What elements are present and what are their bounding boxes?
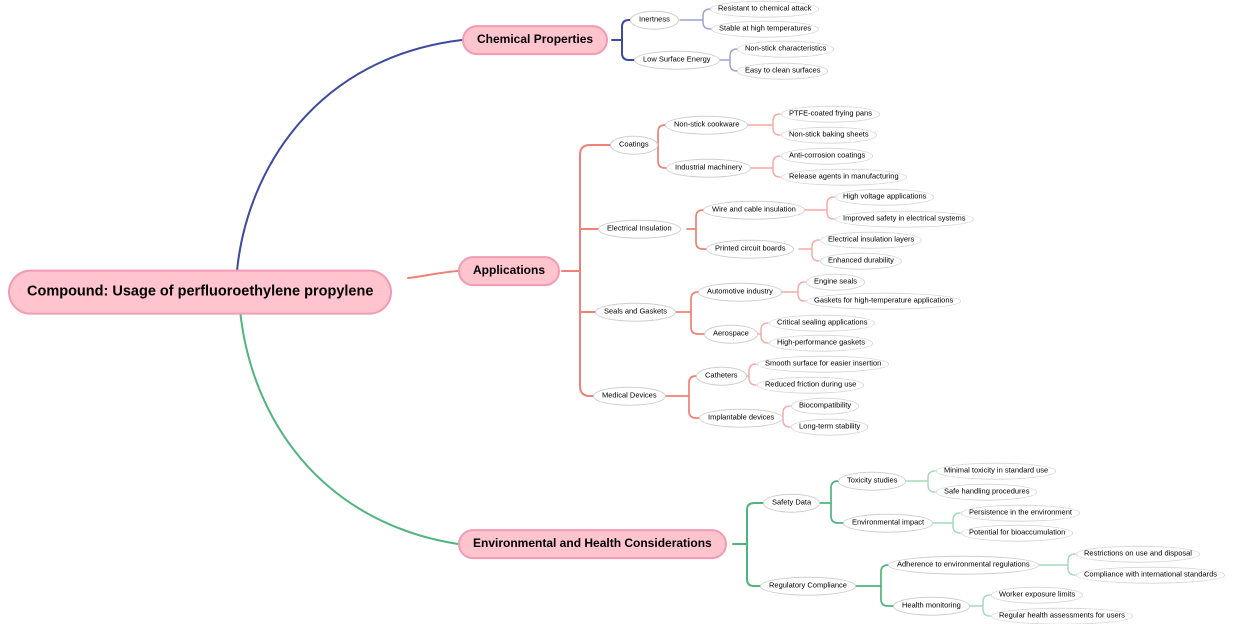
leaf-improved-safety-in-electrical-systems[interactable]: Improved safety in electrical systems: [835, 211, 974, 228]
connector: [562, 145, 610, 396]
node-wire-and-cable-insulation[interactable]: Wire and cable insulation: [703, 201, 805, 220]
connector: [743, 114, 780, 135]
node-inertness[interactable]: Inertness: [630, 11, 679, 30]
node-regulatory-compliance[interactable]: Regulatory Compliance: [760, 577, 856, 596]
connector: [733, 503, 763, 586]
leaf-ptfe-coated-frying-pans[interactable]: PTFE-coated frying pans: [781, 106, 880, 123]
node-toxicity-studies[interactable]: Toxicity studies: [838, 472, 906, 491]
node-safety-data[interactable]: Safety Data: [763, 494, 820, 513]
node-aerospace[interactable]: Aerospace: [704, 325, 758, 344]
leaf-resistant-to-chemical-attack[interactable]: Resistant to chemical attack: [710, 1, 819, 18]
root-node[interactable]: Compound: Usage of perfluoroethylene propylene: [8, 270, 392, 315]
node-printed-circuit-boards[interactable]: Printed circuit boards: [706, 240, 794, 259]
connector: [680, 9, 711, 29]
connector: [803, 197, 834, 219]
connector: [687, 210, 706, 249]
leaf-critical-sealing-applications[interactable]: Critical sealing applications: [769, 315, 875, 332]
leaf-persistence-in-the-environment[interactable]: Persistence in the environment: [961, 505, 1080, 522]
branch-applications[interactable]: Applications: [458, 256, 560, 286]
connector: [905, 471, 935, 492]
node-catheters[interactable]: Catheters: [696, 367, 747, 386]
leaf-electrical-insulation-layers[interactable]: Electrical insulation layers: [820, 232, 922, 249]
leaf-safe-handling-procedures[interactable]: Safe handling procedures: [936, 484, 1037, 501]
leaf-high-voltage-applications[interactable]: High voltage applications: [835, 189, 934, 206]
leaf-compliance-with-international-standards[interactable]: Compliance with international standards: [1076, 567, 1225, 584]
leaf-non-stick-characteristics[interactable]: Non-stick characteristics: [737, 41, 834, 58]
connector: [612, 20, 634, 60]
node-environmental-impact[interactable]: Environmental impact: [843, 514, 933, 533]
node-adherence-to-environmental-regulations[interactable]: Adherence to environmental regulations: [888, 556, 1039, 575]
connector: [660, 376, 699, 418]
leaf-easy-to-clean-surfaces[interactable]: Easy to clean surfaces: [737, 63, 828, 80]
node-automotive-industry[interactable]: Automotive industry: [698, 283, 782, 302]
leaf-non-stick-baking-sheets[interactable]: Non-stick baking sheets: [781, 127, 877, 144]
connector: [237, 40, 462, 271]
leaf-enhanced-durability[interactable]: Enhanced durability: [820, 253, 902, 270]
leaf-worker-exposure-limits[interactable]: Worker exposure limits: [991, 587, 1083, 604]
connector: [1039, 554, 1075, 575]
connector: [780, 282, 805, 301]
leaf-minimal-toxicity-in-standard-use[interactable]: Minimal toxicity in standard use: [936, 463, 1056, 480]
branch-environmental-health[interactable]: Environmental and Health Considerations: [458, 529, 727, 559]
leaf-smooth-surface-for-easier-insertion[interactable]: Smooth surface for easier insertion: [757, 356, 889, 373]
leaf-potential-for-bioaccumulation[interactable]: Potential for bioaccumulation: [961, 525, 1073, 542]
node-non-stick-cookware[interactable]: Non-stick cookware: [665, 116, 748, 135]
leaf-high-performance-gaskets[interactable]: High-performance gaskets: [769, 335, 873, 352]
node-coatings[interactable]: Coatings: [610, 136, 658, 155]
node-medical-devices[interactable]: Medical Devices: [593, 387, 666, 406]
leaf-reduced-friction-during-use[interactable]: Reduced friction during use: [757, 377, 864, 394]
connector: [408, 271, 458, 278]
leaf-gaskets-for-high-temperature-applications[interactable]: Gaskets for high-temperature applications: [806, 293, 961, 310]
node-health-monitoring[interactable]: Health monitoring: [893, 597, 970, 616]
branch-chemical-properties[interactable]: Chemical Properties: [462, 25, 608, 55]
connector: [799, 240, 819, 261]
leaf-restrictions-on-use-and-disposal[interactable]: Restrictions on use and disposal: [1076, 546, 1200, 563]
node-electrical-insulation[interactable]: Electrical Insulation: [598, 220, 681, 239]
node-industrial-machinery[interactable]: Industrial machinery: [666, 159, 751, 178]
node-low-surface-energy[interactable]: Low Surface Energy: [634, 51, 720, 70]
leaf-long-term-stability[interactable]: Long-term stability: [791, 419, 868, 436]
connector: [751, 156, 780, 177]
leaf-stable-at-high-temperatures[interactable]: Stable at high temperatures: [711, 21, 819, 38]
connector: [967, 595, 990, 616]
leaf-anti-corrosion-coatings[interactable]: Anti-corrosion coatings: [781, 148, 873, 165]
node-implantable-devices[interactable]: Implantable devices: [699, 409, 783, 428]
leaf-biocompatibility[interactable]: Biocompatibility: [791, 398, 859, 415]
connector: [240, 310, 458, 544]
leaf-engine-seals[interactable]: Engine seals: [806, 274, 865, 291]
leaf-release-agents-in-manufacturing[interactable]: Release agents in manufacturing: [781, 169, 907, 186]
leaf-regular-health-assessments-for-users[interactable]: Regular health assessments for users: [991, 608, 1133, 624]
node-seals-and-gaskets[interactable]: Seals and Gaskets: [595, 303, 676, 322]
